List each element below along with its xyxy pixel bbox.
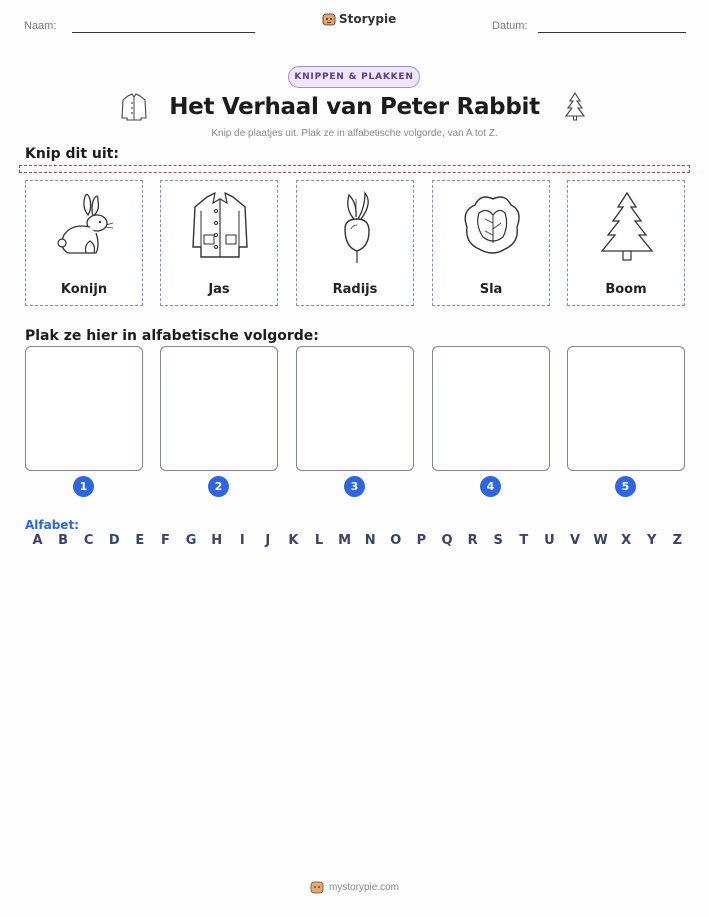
coat-icon	[185, 189, 255, 267]
alphabet-letter: U	[544, 533, 555, 548]
paste-section-label: Plak ze hier in alfabetische volgorde:	[25, 328, 319, 344]
alphabet-letter: C	[83, 533, 94, 548]
alphabet-letter: W	[593, 533, 608, 548]
alphabet-letter: V	[569, 533, 580, 548]
brand	[322, 12, 396, 26]
cut-card-coat[interactable]	[160, 180, 278, 306]
lettuce-icon	[457, 189, 527, 267]
paste-box-2[interactable]	[160, 346, 278, 471]
alphabet-letter: D	[108, 533, 120, 548]
alphabet-letter: S	[493, 533, 503, 548]
radish-icon	[321, 189, 391, 267]
paste-box-3[interactable]	[296, 346, 414, 471]
cut-card-lettuce[interactable]	[432, 180, 550, 306]
instructions: Knip de plaatjes uit. Plak ze in alfabetische volgorde, van A tot Z.	[211, 128, 498, 139]
number-badge-5: 5	[615, 476, 636, 497]
name-label: Naam:	[24, 20, 57, 32]
footer-url: mystorypie.com	[328, 881, 399, 893]
rabbit-icon	[50, 189, 120, 267]
coat-icon	[119, 91, 149, 123]
cut-card-radish[interactable]	[296, 180, 414, 306]
alphabet-letter: Z	[672, 533, 683, 548]
alphabet-letter: N	[364, 533, 376, 548]
card-label: Konijn	[60, 282, 108, 297]
brand-name: Storypie	[339, 12, 397, 26]
alphabet-letter: I	[239, 533, 245, 548]
storypie-logo-icon	[310, 880, 324, 894]
number-badge-4: 4	[480, 476, 501, 497]
card-label: Boom	[605, 282, 647, 297]
alphabet-letter: Y	[647, 533, 657, 548]
date-line	[538, 32, 686, 33]
paste-box-5[interactable]	[567, 346, 685, 471]
card-label: Sla	[479, 282, 503, 297]
storypie-logo-icon	[322, 12, 336, 26]
number-badge-3: 3	[344, 476, 365, 497]
cut-line	[19, 165, 690, 173]
number-badge-2: 2	[208, 476, 229, 497]
alphabet-letter: L	[314, 533, 324, 548]
alphabet-letter: R	[467, 533, 478, 548]
worksheet-header	[0, 0, 709, 40]
alphabet-row	[25, 533, 690, 548]
name-line	[72, 32, 255, 33]
card-label: Radijs	[332, 282, 378, 297]
alphabet-letter: F	[161, 533, 170, 548]
cut-section-label: Knip dit uit:	[25, 146, 119, 162]
alphabet-letter: B	[58, 533, 69, 548]
cut-card-rabbit[interactable]	[25, 180, 143, 306]
alphabet-title: Alfabet:	[25, 518, 79, 532]
alphabet-letter: J	[265, 533, 271, 548]
alphabet-letter: A	[32, 533, 43, 548]
page-title: Het Verhaal van Peter Rabbit	[169, 94, 540, 120]
alphabet-letter: H	[211, 533, 223, 548]
alphabet-letter: T	[519, 533, 529, 548]
card-label: Jas	[208, 282, 230, 297]
alphabet-letter: X	[621, 533, 632, 548]
paste-box-4[interactable]	[432, 346, 550, 471]
date-label: Datum:	[492, 20, 528, 32]
alphabet-letter: P	[416, 533, 427, 548]
tree-icon	[592, 189, 662, 267]
paste-box-1[interactable]	[25, 346, 143, 471]
alphabet-letter: G	[185, 533, 197, 548]
footer	[0, 880, 709, 894]
tree-icon	[560, 91, 590, 123]
alphabet-letter: M	[338, 533, 352, 548]
alphabet-letter: O	[390, 533, 402, 548]
alphabet-letter: K	[288, 533, 299, 548]
alphabet-letter: E	[135, 533, 145, 548]
cut-card-tree[interactable]	[567, 180, 685, 306]
activity-badge: KNIPPEN & PLAKKEN	[288, 66, 420, 88]
number-badge-1: 1	[73, 476, 94, 497]
alphabet-letter: Q	[441, 533, 453, 548]
title-row	[0, 90, 709, 124]
